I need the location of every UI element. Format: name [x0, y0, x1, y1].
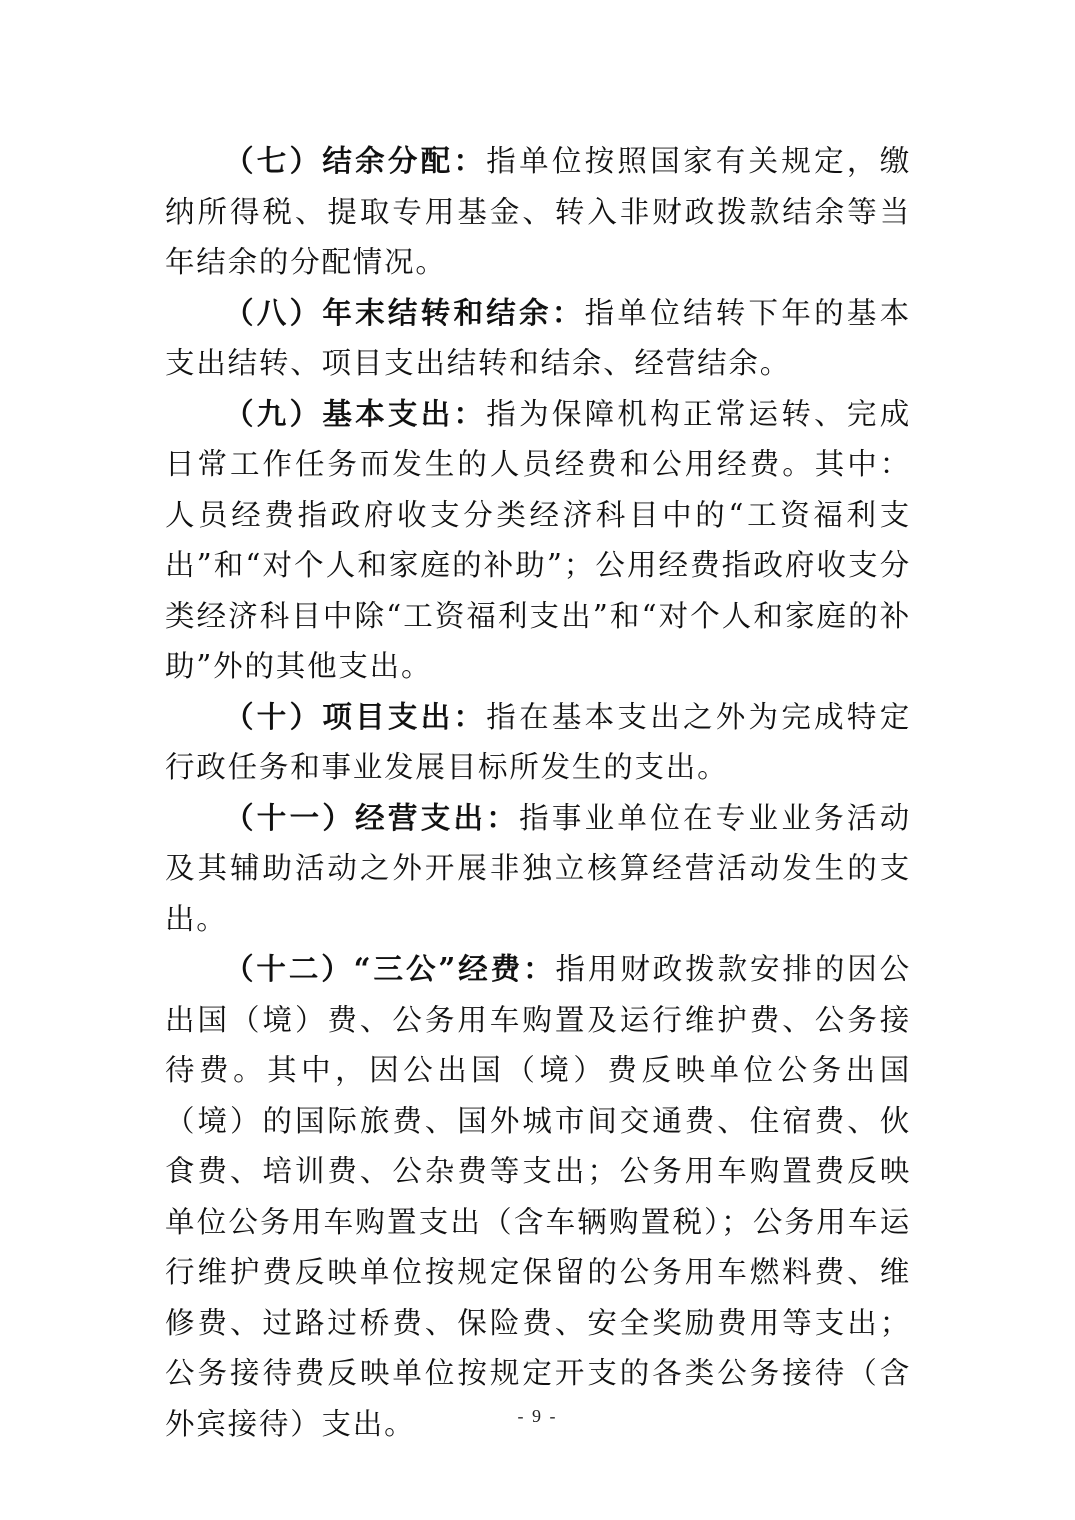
term-definition: 指事业单位在专业业务活动及其辅助活动之外开展非独立核算经营活动发生的支出。 — [165, 800, 911, 936]
term-heading: （九）基本支出： — [224, 395, 487, 431]
paragraph-operating-expenditure — [165, 793, 911, 945]
term-heading: （七）结余分配： — [224, 143, 487, 178]
term-definition: 指在基本支出之外为完成特定行政任务和事业发展目标所发生的支出。 — [165, 699, 911, 784]
paragraph-basic-expenditure — [165, 389, 911, 692]
page-number: - 9 - — [517, 1406, 558, 1426]
term-heading: （八）年末结转和结余： — [224, 294, 585, 330]
term-definition: 指为保障机构正常运转、完成日常工作任务而发生的人员经费和公用经费。其中：人员经费指政府收支分类经济科目中的“工资福利支出”和“对个人和家庭的补助”；公用经费指政府收支分类经济科目中除“工资福利支出”和“对个人和家庭的补助”外的其他支出。 — [165, 396, 911, 683]
paragraph-year-end-carryover — [165, 288, 911, 389]
term-heading: （十二）“三公”经费： — [224, 951, 556, 986]
document-body — [165, 136, 911, 1449]
paragraph-surplus-distribution — [165, 136, 911, 288]
paragraph-three-public-expenses — [165, 944, 911, 1449]
paragraph-project-expenditure — [165, 692, 911, 793]
term-definition: 指用财政拨款安排的因公出国（境）费、公务用车购置及运行维护费、公务接待费。其中，因公出国（境）费反映单位公务出国（境）的国际旅费、国外城市间交通费、住宿费、伙食费、培训费、公杂费等支出；公务用车购置费反映单位公务用车购置支出（含车辆购置税）；公务用车运行维护费反映单位按规定保留的公务用车燃料费、维修费、过路过桥费、保险费、安全奖励费用等支出；公务接待费反映单位按规定开支的各类公务接待（含外宾接待）支出。 — [165, 952, 911, 1441]
term-definition: 指单位按照国家有关规定，缴纳所得税、提取专用基金、转入非财政拨款结余等当年结余的分配情况。 — [165, 144, 911, 279]
term-heading: （十一）经营支出： — [224, 799, 520, 835]
term-heading: （十）项目支出： — [224, 698, 487, 734]
term-definition: 指单位结转下年的基本支出结转、项目支出结转和结余、经营结余。 — [165, 295, 911, 380]
